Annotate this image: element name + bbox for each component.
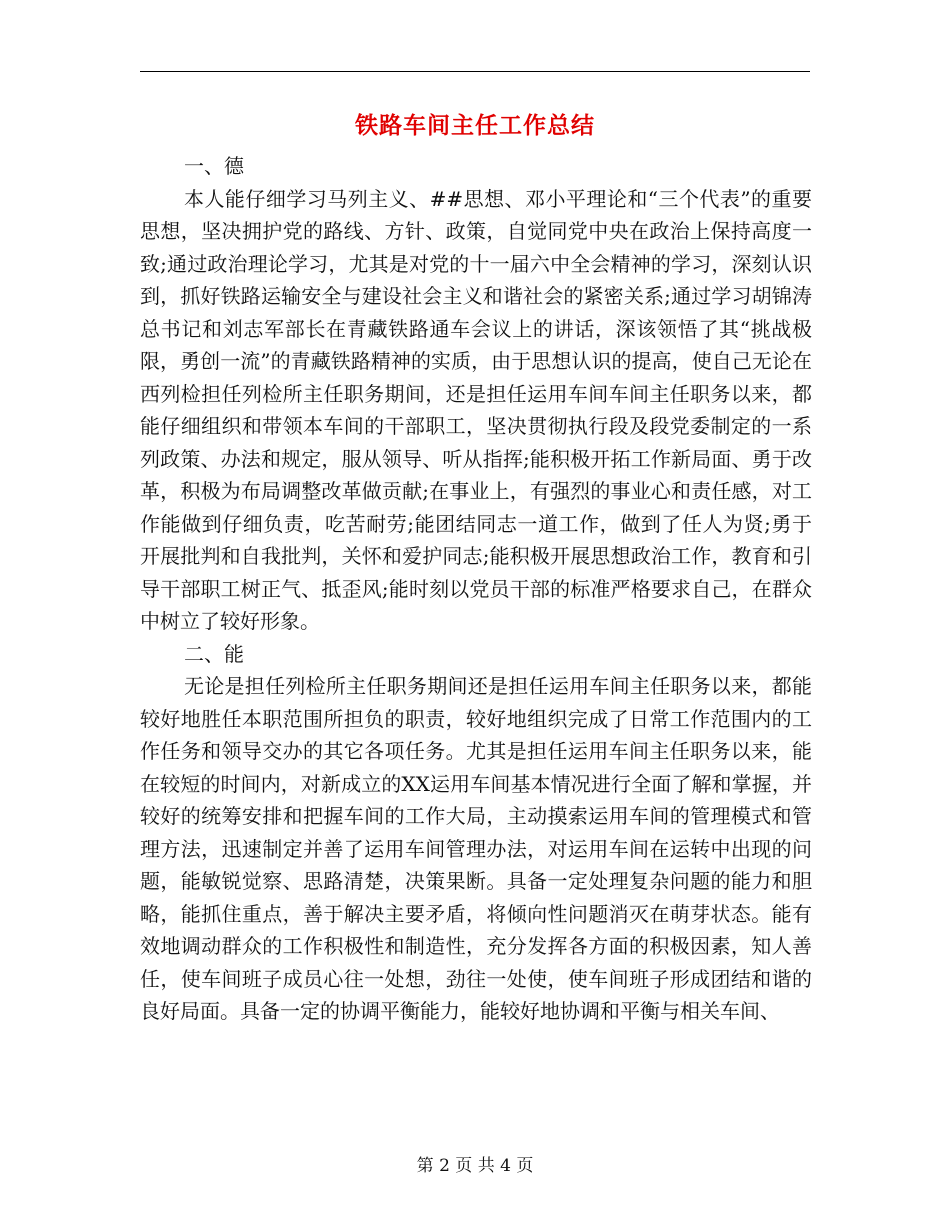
document-title: 铁路车间主任工作总结 [355,112,595,139]
section-heading-de: 一、德 [184,154,244,178]
document-body [140,150,812,1028]
section-paragraph-neng: 无论是担任列检所主任职务期间还是担任运用车间主任职务以来，都能较好地胜任本职范围所担负的职责，较好地组织完成了日常工作范围内的工作任务和领导交办的其它各项任务。尤其是担任运用车间主任职务以来，能在较短的时间内，对新成立的XX运用车间基本情况进行全面了解和掌握，并较好的统筹安排和把握车间的工作大局，主动摸索运用车间的管理模式和管理方法，迅速制定并善了运用车间管理办法，对运用车间在运转中出现的问题，能敏锐觉察、思路清楚，决策果断。具备一定处理复杂问题的能力和胆略，能抓住重点，善于解决主要矛盾，将倾向性问题消灭在萌芽状态。能有效地调动群众的工作积极性和制造性，充分发挥各方面的积极因素，知人善任，使车间班子成员心往一处想，劲往一处使，使车间班子形成团结和谐的良好局面。具备一定的协调平衡能力，能较好地协调和平衡与相关车间、 [140,674,812,1023]
page-number: 第 2 页 共 4 页 [416,1156,534,1176]
section-heading-neng: 二、能 [184,641,244,666]
section-paragraph-de: 本人能仔细学习马列主义、##思想、邓小平理论和“三个代表”的重要思想，坚决拥护党的路线、方针、政策，自觉同党中央在政治上保持高度一致;通过政治理论学习，尤其是对党的十一届六中全会精神的学习，深刻认识到，抓好铁路运输安全与建设社会主义和谐社会的紧密关系;通过学习胡锦涛总书记和刘志军部长在青藏铁路通车会议上的讲话，深该领悟了其“挑战极限，勇创一流”的青藏铁路精神的实质，由于思想认识的提高，使自己无论在西列检担任列检所主任职务期间，还是担任运用车间车间主任职务以来，都能仔细组织和带领本车间的干部职工，坚决贯彻执行段及段党委制定的一系列政策、办法和规定，服从领导、听从指挥;能积极开拓工作新局面、勇于改革，积极为布局调整改革做贡献;在事业上，有强烈的事业心和责任感，对工作能做到仔细负责，吃苦耐劳;能团结同志一道工作，做到了任人为贤;勇于开展批判和自我批判，关怀和爱护同志;能积极开展思想政治工作，教育和引导干部职工树正气、抵歪风;能时刻以党员干部的标准严格要求自己，在群众中树立了较好形象。 [140,186,812,633]
header-rule [140,71,810,72]
